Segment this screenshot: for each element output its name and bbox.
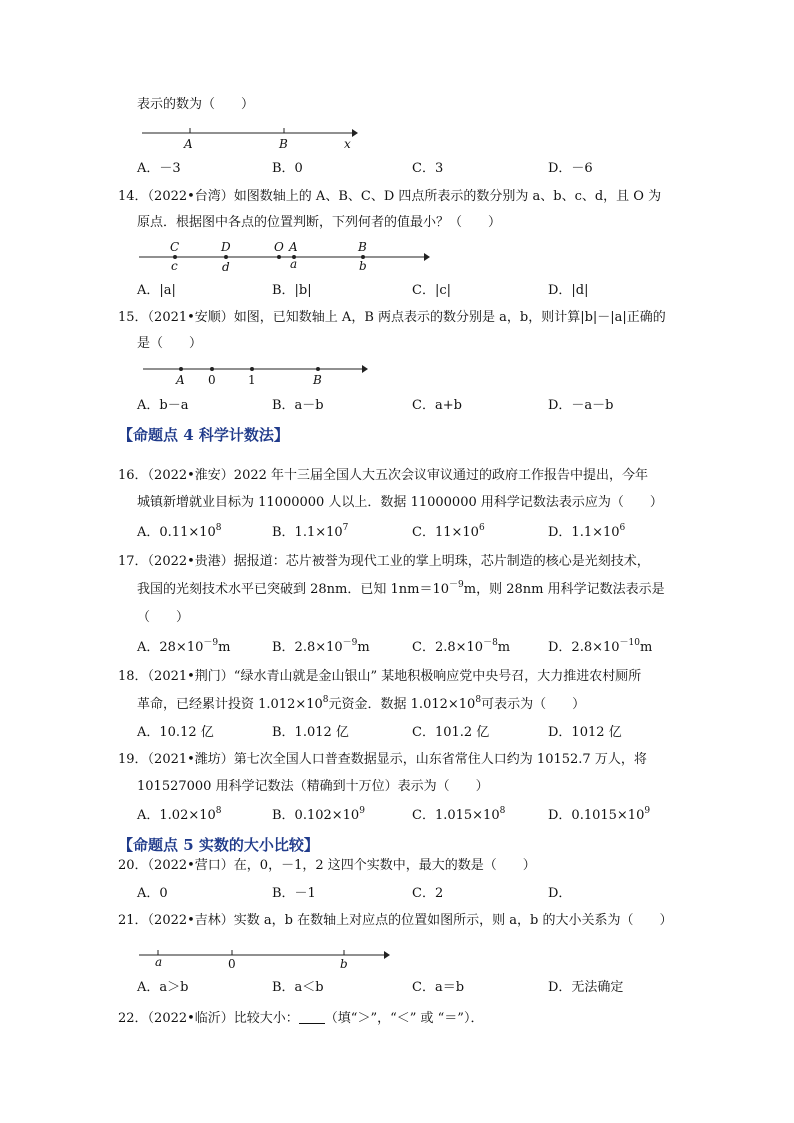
- q15-label-zero: 0: [208, 373, 216, 387]
- q21-label-b: b: [340, 957, 348, 971]
- q15-label-A: A: [176, 373, 185, 387]
- q17-option-c[interactable]: C．$2.8\times 10^{-8}m$: [412, 638, 511, 655]
- q17-line2: 我国的光刻技术水平已突破到 28nm．已知 $1nm=10^{-9}m$，则 28nm 用科学记数法表示是: [137, 580, 665, 597]
- q21-line1: 21．（2022•吉林）实数 a，b 在数轴上对应点的位置如图所示，则 a，b 的大小关系为（ ）: [118, 913, 673, 928]
- q18-option-c[interactable]: C．101.2 亿: [412, 725, 490, 740]
- q15-option-b[interactable]: B．a－b: [272, 398, 324, 413]
- q15-label-one: 1: [248, 373, 256, 387]
- q13-label-x: x: [344, 137, 351, 151]
- q21-option-a[interactable]: A．a＞b: [137, 980, 189, 995]
- q21-option-d[interactable]: D．无法确定: [548, 980, 624, 995]
- q17-option-d[interactable]: D．$2.8\times 10^{-10}m$: [548, 638, 653, 655]
- q14-label-D: D: [221, 240, 231, 254]
- q16-option-a[interactable]: A．$0.11\times 10^8$: [137, 523, 222, 540]
- q15-option-a[interactable]: A．b－a: [137, 398, 189, 413]
- q13-label-B: B: [279, 137, 288, 151]
- q16-option-c[interactable]: C．$11\times 10^6$: [412, 523, 485, 540]
- q15-line2: 是（ ）: [137, 336, 203, 351]
- q19-line2: 101527000 用科学记数法（精确到十万位）表示为（ ）: [137, 779, 489, 794]
- q21-label-zero: 0: [228, 957, 236, 971]
- section-5-heading: 【命题点 5 实数的大小比较】: [118, 836, 319, 854]
- q14-label-O: O: [274, 240, 284, 254]
- q13-option-c[interactable]: C．3: [412, 161, 444, 176]
- q22-line: 22．（2022•临沂）比较大小： （填“＞”，“＜” 或 “＝”）．: [118, 1011, 484, 1026]
- q14-label-a: a: [290, 257, 298, 271]
- q20-option-d[interactable]: D．: [548, 886, 572, 901]
- q17-line1: 17．（2022•贵港）据报道：芯片被誉为现代工业的掌上明珠，芯片制造的核心是光刻技术，: [118, 554, 650, 569]
- q14-label-c: c: [171, 259, 178, 273]
- q20-option-c[interactable]: C．2: [412, 886, 444, 901]
- q22-answer-blank[interactable]: [299, 1011, 325, 1024]
- q15-label-B: B: [313, 373, 322, 387]
- q19-line1: 19．（2021•潍坊）第七次全国人口普查数据显示，山东省常住人口约为 10152.7 万人，将: [118, 752, 647, 767]
- q16-option-b[interactable]: B．$1.1\times 10^7$: [272, 523, 349, 540]
- q18-option-d[interactable]: D．1012 亿: [548, 725, 622, 740]
- q15-line1: 15．（2021•安顺）如图，已知数轴上 A，B 两点表示的数分别是 a，b，则计算|b|－|a|正确的: [118, 310, 666, 325]
- q14-label-B: B: [358, 240, 367, 254]
- q19-option-b[interactable]: B．$0.102\times 10^9$: [272, 806, 365, 823]
- section-4-heading: 【命题点 4 科学计数法】: [118, 426, 289, 444]
- q14-line2: 原点．根据图中各点的位置判断，下列何者的值最小？（ ）: [137, 215, 502, 230]
- q21-label-a: a: [155, 955, 163, 969]
- q21-option-c[interactable]: C．a＝b: [412, 980, 465, 995]
- q18-option-a[interactable]: A．10.12 亿: [137, 725, 214, 740]
- q14-line1: 14．（2022•台湾）如图数轴上的 A、B、C、D 四点所表示的数分别为 a、b、c、d，且 O 为: [118, 189, 662, 204]
- q20-option-b[interactable]: B．－1: [272, 886, 316, 901]
- q20-option-a[interactable]: A．0: [137, 886, 168, 901]
- q14-label-d: d: [222, 260, 230, 274]
- q14-label-C: C: [170, 240, 180, 254]
- q15-option-c[interactable]: C．a+b: [412, 398, 462, 413]
- q18-line1: 18．（2021•荆门）“绿水青山就是金山银山” 某地积极响应党中央号召，大力推进农村厕所: [118, 669, 642, 684]
- q13-label-A: A: [184, 137, 193, 151]
- q14-option-b[interactable]: B．|b|: [272, 283, 312, 298]
- q14-label-A: A: [289, 240, 298, 254]
- q14-option-c[interactable]: C．|c|: [412, 283, 451, 298]
- q14-option-a[interactable]: A．|a|: [137, 283, 176, 298]
- q17-option-a[interactable]: A．$28\times 10^{-9}m$: [137, 638, 231, 655]
- q17-option-b[interactable]: B．$2.8\times 10^{-9}m$: [272, 638, 370, 655]
- q13-option-b[interactable]: B．0: [272, 161, 303, 176]
- q16-line1: 16．（2022•淮安）2022 年十三届全国人大五次会议审议通过的政府工作报告中提出，今年: [118, 468, 649, 483]
- q19-option-a[interactable]: A．$1.02\times 10^8$: [137, 806, 222, 823]
- q13-option-d[interactable]: D．－6: [548, 161, 593, 176]
- q19-option-d[interactable]: D．$0.1015\times 10^9$: [548, 806, 651, 823]
- q16-line2: 城镇新增就业目标为 11000000 人以上．数据 11000000 用科学记数法表示应为（ ）: [137, 495, 663, 510]
- q17-line3: （ ）: [137, 610, 190, 625]
- q14-option-d[interactable]: D．|d|: [548, 283, 589, 298]
- q18-option-b[interactable]: B．1.012 亿: [272, 725, 349, 740]
- q21-option-b[interactable]: B．a＜b: [272, 980, 324, 995]
- q18-line2: 革命，已经累计投资 $1.012\times 10^8$元资金．数据 $1.012\times 10^8$可表示为（ ）: [137, 695, 586, 712]
- q13-tail: 表示的数为（ ）: [137, 97, 255, 112]
- q20-line1: 20．（2022•营口）在，0，－1，2 这四个实数中，最大的数是（ ）: [118, 858, 536, 873]
- q16-option-d[interactable]: D．$1.1\times 10^6$: [548, 523, 626, 540]
- q13-option-a[interactable]: A．－3: [137, 161, 181, 176]
- q14-label-b: b: [359, 259, 367, 273]
- q15-option-d[interactable]: D．－a－b: [548, 398, 614, 413]
- q19-option-c[interactable]: C．$1.015\times 10^8$: [412, 806, 506, 823]
